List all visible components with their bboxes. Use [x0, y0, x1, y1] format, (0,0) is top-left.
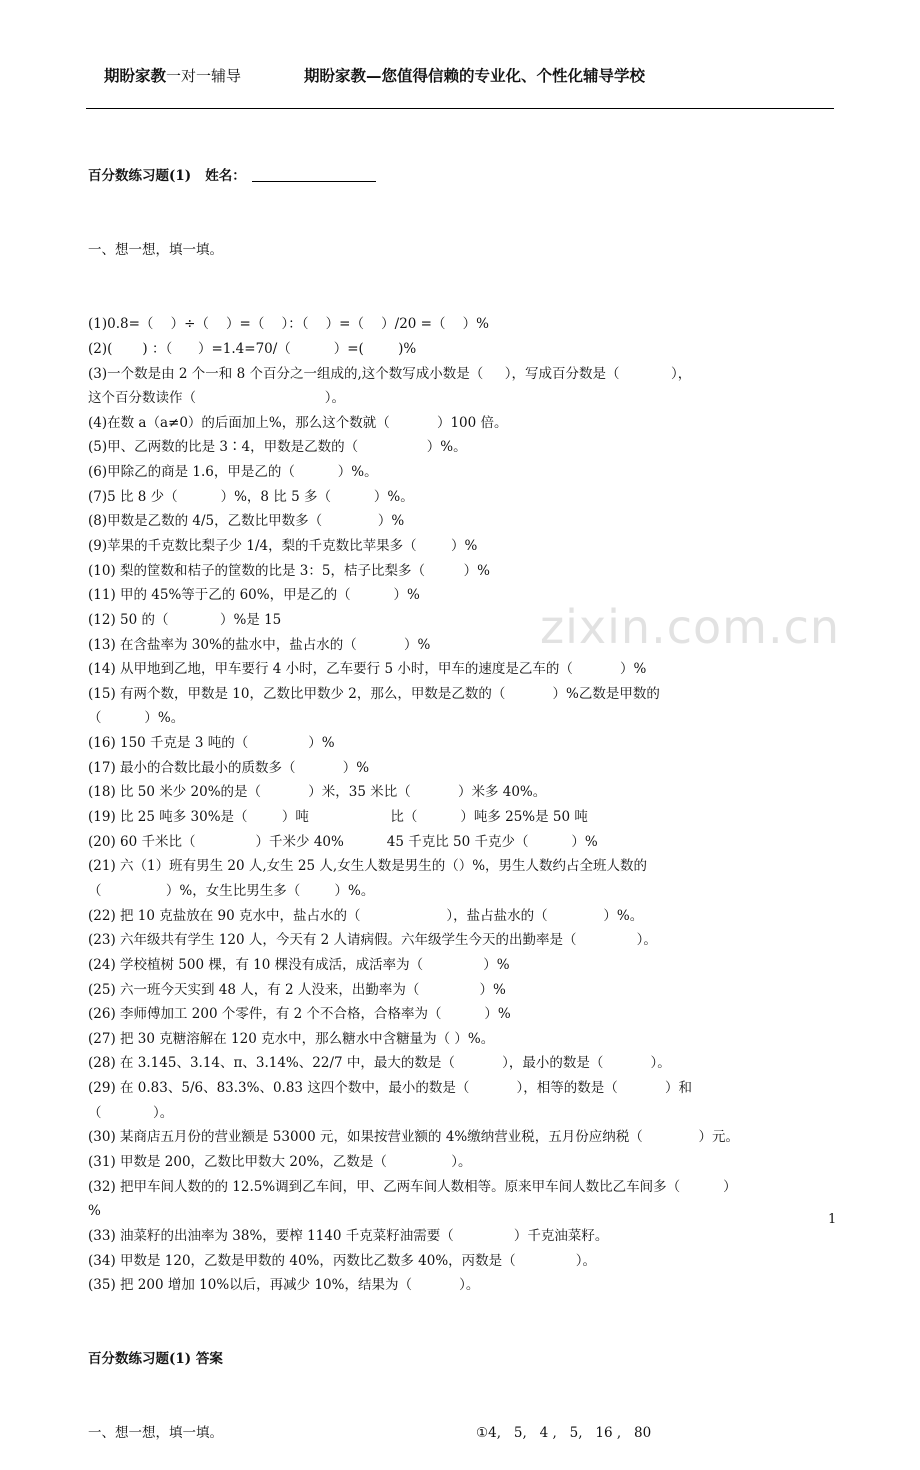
- question-line: (24) 学校植树 500 棵，有 10 棵没有成活，成活率为（ ）%: [88, 956, 510, 973]
- page-number: 1: [828, 1212, 837, 1227]
- question-line: (6)甲除乙的商是 1.6，甲是乙的（ ）%。: [88, 464, 378, 481]
- question-line: (35) 把 200 增加 10%以后，再减少 10%，结果为（ ）。: [88, 1277, 480, 1294]
- question-line: (2)( ) ：（ ）=1.4=70/（ ）=( )%: [88, 340, 417, 357]
- question-line: (4)在数 a（a≠0）的后面加上%，那么这个数就（ ）100 倍。: [88, 414, 508, 431]
- question-line: (16) 150 千克是 3 吨的（ ）%: [88, 735, 335, 752]
- question-list: [88, 312, 844, 1298]
- question-line: (25) 六一班今天实到 48 人，有 2 人没来，出勤率为（ ）%: [88, 981, 506, 998]
- question-line: (3)一个数是由 2 个一和 8 个百分之一组成的,这个数写成小数是（ ），写成百分数是（ ），: [88, 365, 692, 382]
- answer-title: 百分数练习题(1) 答案: [88, 1351, 223, 1368]
- name-blank[interactable]: [252, 164, 376, 182]
- question-line: (20) 60 千米比（ ）千米少 40% 45 千克比 50 千克少（ ）%: [88, 833, 598, 850]
- question-line: (34) 甲数是 120，乙数是甲数的 40%，丙数比乙数多 40%，丙数是（ ）。: [88, 1252, 596, 1269]
- question-line: (19) 比 25 吨多 30%是（ ）吨 比（ ）吨多 25%是 50 吨: [88, 809, 588, 826]
- question-line: (10) 梨的筐数和桔子的筐数的比是 3：5，桔子比梨多（ ）%: [88, 562, 490, 579]
- question-line: (11) 甲的 45%等于乙的 60%，甲是乙的（ ）%: [88, 587, 420, 604]
- question-line: (21) 六（1）班有男生 20 人,女生 25 人,女生人数是男生的（）%，男生人数约占全班人数的: [88, 858, 648, 875]
- name-label: 姓名：: [205, 168, 246, 185]
- document-body: [88, 115, 844, 1470]
- question-line: (26) 李师傅加工 200 个零件，有 2 个不合格，合格率为（ ）%: [88, 1006, 511, 1023]
- question-line: (28) 在 3.145、3.14、π、3.14%、22/7 中，最大的数是（ ），最小的数是（ ）。: [88, 1055, 671, 1072]
- question-line: (30) 某商店五月份的营业额是 53000 元，如果按营业额的 4%缴纳营业税，五月份应纳税（ ）元。: [88, 1129, 740, 1146]
- answer-section: 一、想一想，填一填。: [88, 1425, 223, 1442]
- question-line: （ ）。: [88, 1104, 174, 1121]
- question-line: %: [88, 1203, 101, 1220]
- question-line: (18) 比 50 米少 20%的是（ ）米，35 米比（ ）米多 40%。: [88, 784, 547, 801]
- answer-values: ①4, 5, 4 , 5, 16 , 80: [476, 1425, 652, 1442]
- page-header: [104, 64, 864, 90]
- question-line: (23) 六年级共有学生 120 人，今天有 2 人请病假。六年级学生今天的出勤率是（ ）。: [88, 932, 657, 949]
- header-brand-tagline: 一对一辅导: [166, 67, 242, 85]
- section-heading: 一、想一想，填一填。: [88, 242, 223, 259]
- question-line: (32) 把甲车间人数的的 12.5%调到乙车间，甲、乙两车间人数相等。原来甲车间人数比乙车间多（ ）: [88, 1178, 737, 1195]
- question-line: (1)0.8=（ ）÷（ ）=（ ）：（ ）=（ ）/20 =（ ）%: [88, 316, 489, 333]
- question-line: 这个百分数读作（ ）。: [88, 390, 345, 407]
- question-line: （ ）%，女生比男生多（ ）%。: [88, 882, 375, 899]
- question-line: (14) 从甲地到乙地，甲车要行 4 小时，乙车要行 5 小时，甲车的速度是乙车的（ ）%: [88, 661, 647, 678]
- question-line: (33) 油菜籽的出油率为 38%，要榨 1140 千克菜籽油需要（ ）千克油菜籽。: [88, 1227, 609, 1244]
- question-line: (5)甲、乙两数的比是 3∶4，甲数是乙数的（ ）%。: [88, 439, 467, 456]
- header-rule: [86, 108, 834, 109]
- question-line: (29) 在 0.83、5/6、83.3%、0.83 这四个数中，最小的数是（ ），相等的数是（ ）和: [88, 1080, 692, 1097]
- question-line: (7)5 比 8 少（ ）%，8 比 5 多（ ）%。: [88, 488, 414, 505]
- question-line: (17) 最小的合数比最小的质数多（ ）%: [88, 759, 370, 776]
- question-line: (15) 有两个数，甲数是 10，乙数比甲数少 2，那么，甲数是乙数的（ ）%乙数是甲数的: [88, 685, 660, 702]
- question-line: (13) 在含盐率为 30%的盐水中，盐占水的（ ）%: [88, 636, 431, 653]
- question-line: (27) 把 30 克糖溶解在 120 克水中，那么糖水中含糖量为（ ）%。: [88, 1030, 495, 1047]
- question-line: (12) 50 的（ ）%是 15: [88, 611, 282, 628]
- header-brand: 期盼家教: [104, 67, 167, 85]
- watermark: zixin.com.cn: [540, 600, 841, 654]
- answer-line: [88, 1421, 844, 1446]
- question-line: (22) 把 10 克盐放在 90 克水中，盐占水的（ ），盐占盐水的（ ）%。: [88, 907, 644, 924]
- worksheet-title: 百分数练习题(1): [88, 168, 192, 185]
- header-left: [104, 64, 241, 86]
- question-line: （ ）%。: [88, 710, 185, 727]
- question-line: (9)苹果的千克数比梨子少 1/4，梨的千克数比苹果多（ ）%: [88, 537, 478, 554]
- question-line: (8)甲数是乙数的 4/5，乙数比甲数多（ ）%: [88, 513, 405, 530]
- header-slogan: 期盼家教—您值得信赖的专业化、个性化辅导学校: [304, 67, 646, 85]
- worksheet-title-line: [88, 164, 844, 189]
- question-line: (31) 甲数是 200，乙数比甲数大 20%，乙数是（ ）。: [88, 1154, 472, 1170]
